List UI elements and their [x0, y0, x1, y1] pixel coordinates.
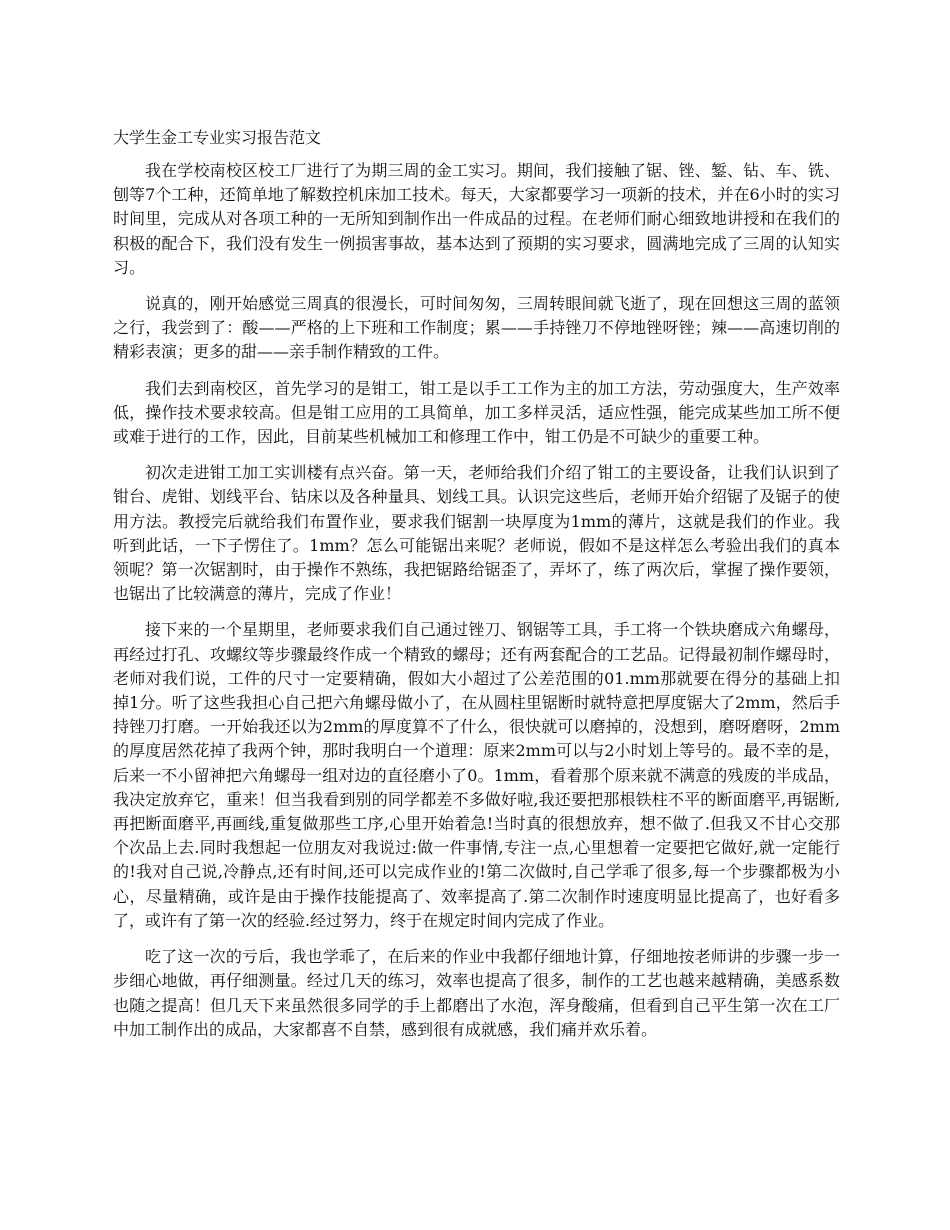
document-page	[113, 127, 840, 1054]
paragraph-6: 吃了这一次的亏后，我也学乖了，在后来的作业中我都仔细地计算，仔细地按老师讲的步骤一步一步细心地做，再仔细测量。经过几天的练习，效率也提高了很多，制作的工艺也越来越精确，美感系数也随之提高！但几天下来虽然很多同学的手上都磨出了水泡，浑身酸痛，但看到自己平生第一次在工厂中加工制作出的成品，大家都喜不自禁，感到很有成就感，我们痛并欢乐着。	[113, 947, 840, 1039]
paragraph-3: 我们去到南校区，首先学习的是钳工，钳工是以手工工作为主的加工方法，劳动强度大，生产效率低，操作技术要求较高。但是钳工应用的工具简单，加工多样灵活，适应性强，能完成某些加工所不便或难于进行的工作，因此，目前某些机械加工和修理工作中，钳工仍是不可缺少的重要工种。	[113, 378, 840, 447]
paragraph-4: 初次走进钳工加工实训楼有点兴奋。第一天，老师给我们介绍了钳工的主要设备，让我们认识到了钳台、虎钳、划线平台、钻床以及各种量具、划线工具。认识完这些后，老师开始介绍锯了及锯子的使用方法。教授完后就给我们布置作业，要求我们锯割一块厚度为1mm的薄片，这就是我们的作业。我听到此话，一下子愣住了。1mm？怎么可能锯出来呢？老师说，假如不是这样怎么考验出我们的真本领呢？第一次锯割时，由于操作不熟练，我把锯路给锯歪了，弄坏了，练了两次后，掌握了操作要领，也锯出了比较满意的薄片，完成了作业！	[113, 463, 840, 604]
paragraph-5: 接下来的一个星期里，老师要求我们自己通过锉刀、钢锯等工具，手工将一个铁块磨成六角螺母，再经过打孔、攻螺纹等步骤最终作成一个精致的螺母；还有两套配合的工艺品。记得最初制作螺母时，老师对我们说，工件的尺寸一定要精确，假如大小超过了公差范围的01.mm那就要在得分的基础上扣掉1分。听了这些我担心自己把六角螺母做小了，在从圆柱里锯断时就特意把厚度锯大了2mm，然后手持锉刀打磨。一开始我还以为2mm的厚度算不了什么，很快就可以磨掉的，没想到，磨呀磨呀，2mm的厚度居然花掉了我两个钟，那时我明白一个道理：原来2mm可以与2小时划上等号的。最不幸的是，后来一不小留神把六角螺母一组对边的直径磨小了0。1mm，看着那个原来就不满意的残废的半成品，我决定放弃它，重来！但当我看到别的同学都差不多做好啦,我还要把那根铁柱不平的断面磨平,再锯断,再把断面磨平,再画线,重复做那些工序,心里开始着急!当时真的很想放弃，想不做了.但我又不甘心交那个次品上去.同时我想起一位朋友对我说过:做一件事情,专注一点,心里想着一定要把它做好,就一定能行的!我对自己说,冷静点,还有时间,还可以完成作业的!第二次做时,自己学乖了很多,每一个步骤都极为小心，尽量精确，或许是由于操作技能提高了、效率提高了.第二次制作时速度明显比提高了，也好看多了，或许有了第一次的经验.经过努力，终于在规定时间内完成了作业。	[113, 620, 840, 930]
document-title: 大学生金工专业实习报告范文	[113, 128, 322, 147]
paragraph-2: 说真的，刚开始感觉三周真的很漫长，可时间匆匆，三周转眼间就飞逝了，现在回想这三周的蓝领之行，我尝到了：酸——严格的上下班和工作制度；累——手持锉刀不停地锉呀锉；辣——高速切削的精彩表演；更多的甜——亲手制作精致的工件。	[113, 294, 840, 362]
paragraph-1: 我在学校南校区校工厂进行了为期三周的金工实习。期间，我们接触了锯、锉、錾、钻、车、铣、刨等7个工种，还简单地了解数控机床加工技术。每天，大家都要学习一项新的技术，并在6小时的实习时间里，完成从对各项工种的一无所知到制作出一件成品的过程。在老师们耐心细致地讲授和在我们的积极的配合下，我们没有发生一例损害事故，基本达到了预期的实习要求，圆满地完成了三周的认知实习。	[113, 161, 840, 277]
